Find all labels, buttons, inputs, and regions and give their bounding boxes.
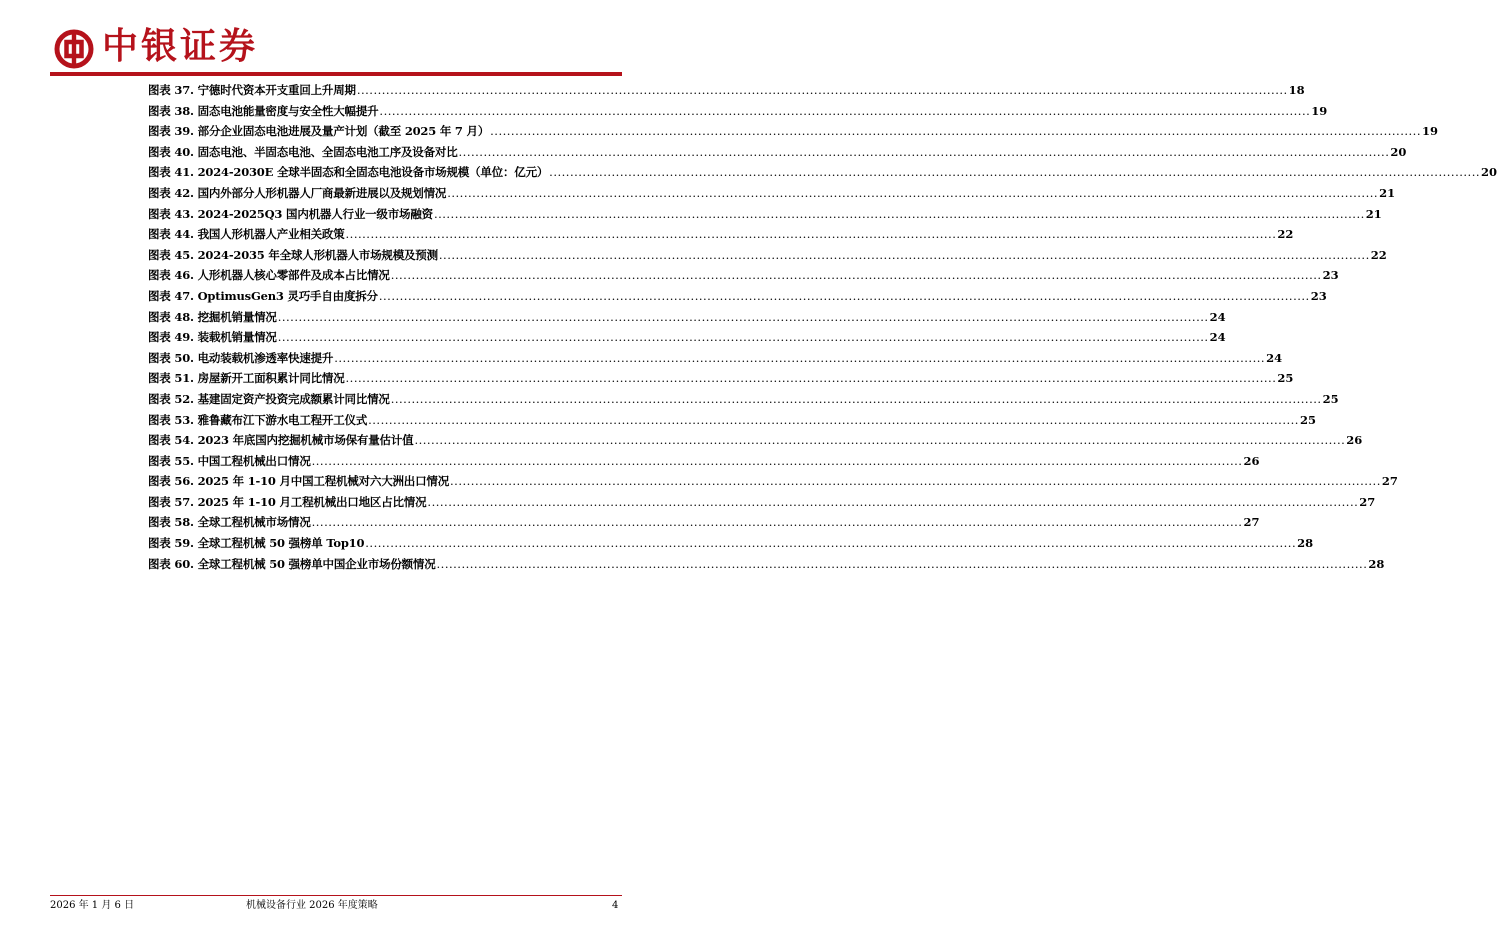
toc-entry-page: 19 [1311, 103, 1328, 118]
toc-leader-dots [434, 204, 1365, 225]
toc-leader-dots [490, 121, 1421, 142]
toc-leader-dots [365, 533, 1296, 554]
toc-entry-page: 25 [1299, 412, 1316, 427]
toc-leader-dots [391, 389, 1322, 410]
toc-entry[interactable] [148, 492, 1376, 513]
toc-entry[interactable] [148, 533, 1314, 554]
toc-entry[interactable] [148, 389, 1339, 410]
toc-entry[interactable] [148, 204, 1382, 225]
toc-entry-title: 图表 58. 全球工程机械市场情况 [148, 515, 311, 530]
toc-leader-dots [437, 554, 1368, 575]
toc-entry-title: 图表 37. 宁德时代资本开支重回上升周期 [148, 83, 356, 97]
toc-entry-title: 图表 48. 挖掘机销量情况 [148, 309, 277, 324]
toc-leader-dots [357, 80, 1288, 101]
toc-entry-page: 20 [1481, 165, 1497, 180]
bank-of-china-logo-icon [54, 29, 94, 69]
header-divider [50, 72, 622, 76]
toc-entry-title: 图表 60. 全球工程机械 50 强榜单中国企业市场份额情况 [148, 556, 436, 571]
toc-entry-page: 26 [1243, 453, 1260, 468]
toc-entry[interactable] [148, 348, 1283, 369]
toc-entry[interactable] [148, 307, 1226, 328]
toc-leader-dots [447, 183, 1378, 204]
toc-entry-title: 图表 43. 2024-2025Q3 国内机器人行业一级市场融资 [148, 206, 433, 221]
toc-leader-dots [346, 368, 1277, 389]
toc-entry[interactable] [148, 183, 1396, 204]
brand-name: 中银证券 [102, 26, 259, 67]
toc-entry-page: 28 [1368, 556, 1385, 571]
toc-entry[interactable] [148, 451, 1260, 472]
toc-entry[interactable] [148, 162, 1497, 183]
toc-entry[interactable] [148, 327, 1226, 348]
toc-entry-page: 28 [1297, 536, 1314, 551]
toc-leader-dots [391, 265, 1322, 286]
toc-entry[interactable] [148, 245, 1387, 266]
toc-entry-title: 图表 41. 2024-2030E 全球半固态和全固态电池设备市场规模（单位：亿元） [148, 165, 549, 180]
toc-entry[interactable] [148, 512, 1260, 533]
toc-leader-dots [312, 512, 1243, 533]
toc-entry-title: 图表 45. 2024-2035 年全球人形机器人市场规模及预测 [148, 247, 438, 262]
toc-leader-dots [278, 327, 1209, 348]
toc-entry-page: 21 [1379, 185, 1396, 200]
toc-entry[interactable] [148, 471, 1398, 492]
toc-entry-title: 图表 53. 雅鲁藏布江下游水电工程开工仪式 [148, 412, 368, 427]
toc-leader-dots [450, 471, 1381, 492]
toc-entry[interactable] [148, 286, 1327, 307]
footer-divider [50, 895, 622, 896]
toc-leader-dots [414, 430, 1345, 451]
toc-entry-page: 21 [1365, 206, 1382, 221]
toc-leader-dots [379, 286, 1310, 307]
toc-entry[interactable] [148, 224, 1294, 245]
toc-entry-title: 图表 54. 2023 年底国内挖掘机械市场保有量估计值 [148, 433, 414, 448]
toc-leader-dots [427, 492, 1358, 513]
toc-entry-page: 27 [1381, 474, 1398, 489]
toc-entry-title: 图表 38. 固态电池能量密度与安全性大幅提升 [148, 103, 379, 118]
toc-entry-title: 图表 47. OptimusGen3 灵巧手自由度拆分 [148, 288, 378, 303]
toc-entry-page: 26 [1346, 433, 1363, 448]
toc-entry[interactable] [148, 554, 1385, 575]
toc-entry-title: 图表 40. 固态电池、半固态电池、全固态电池工序及设备对比 [148, 144, 458, 159]
toc-entry-title: 图表 52. 基建固定资产投资完成额累计同比情况 [148, 391, 390, 406]
toc-entry-page: 25 [1322, 391, 1339, 406]
toc-entry[interactable] [148, 142, 1407, 163]
toc-entry-page: 19 [1421, 124, 1438, 139]
toc-entry-page: 23 [1310, 288, 1327, 303]
toc-entry-title: 图表 55. 中国工程机械出口情况 [148, 453, 311, 468]
footer-date: 2026 年 1 月 6 日 [50, 900, 135, 911]
toc-leader-dots [379, 101, 1310, 122]
toc-entry[interactable] [148, 121, 1438, 142]
toc-entry-title: 图表 39. 部分企业固态电池进展及量产计划（截至 2025 年 7 月） [148, 124, 490, 139]
toc-leader-dots [368, 410, 1299, 431]
footer-report-title: 机械设备行业 2026 年度策略 [246, 900, 378, 911]
toc-entry[interactable] [148, 368, 1294, 389]
toc-entry-title: 图表 50. 电动装载机渗透率快速提升 [148, 350, 334, 365]
toc-entry-page: 22 [1370, 247, 1387, 262]
toc-leader-dots [459, 142, 1390, 163]
toc-entry-title: 图表 49. 装载机销量情况 [148, 330, 277, 345]
toc-entry[interactable] [148, 265, 1339, 286]
toc-entry-title: 图表 44. 我国人形机器人产业相关政策 [148, 227, 345, 242]
figure-index-list [148, 80, 1497, 574]
footer-page-number: 4 [612, 900, 619, 911]
toc-entry-page: 20 [1390, 144, 1407, 159]
toc-leader-dots [549, 162, 1480, 183]
toc-leader-dots [334, 348, 1265, 369]
toc-entry[interactable] [148, 101, 1328, 122]
toc-entry-page: 24 [1209, 330, 1226, 345]
toc-entry-title: 图表 59. 全球工程机械 50 强榜单 Top10 [148, 536, 365, 551]
toc-entry-page: 23 [1322, 268, 1339, 283]
toc-entry-title: 图表 42. 国内外部分人形机器人厂商最新进展以及规划情况 [148, 185, 447, 200]
toc-entry-title: 图表 56. 2025 年 1-10 月中国工程机械对六大洲出口情况 [148, 474, 450, 489]
toc-leader-dots [439, 245, 1370, 266]
toc-entry-page: 27 [1359, 494, 1376, 509]
toc-entry-page: 24 [1209, 309, 1226, 324]
toc-entry-page: 24 [1266, 350, 1283, 365]
toc-entry-title: 图表 57. 2025 年 1-10 月工程机械出口地区占比情况 [148, 494, 427, 509]
toc-entry-title: 图表 51. 房屋新开工面积累计同比情况 [148, 371, 345, 386]
toc-entry-page: 18 [1288, 83, 1305, 97]
toc-entry-title: 图表 46. 人形机器人核心零部件及成本占比情况 [148, 268, 390, 283]
toc-entry-page: 22 [1277, 227, 1294, 242]
toc-leader-dots [278, 307, 1209, 328]
toc-entry[interactable] [148, 410, 1316, 431]
toc-entry[interactable] [148, 80, 1305, 101]
toc-leader-dots [312, 451, 1243, 472]
toc-leader-dots [346, 224, 1277, 245]
toc-entry-page: 25 [1277, 371, 1294, 386]
toc-entry[interactable] [148, 430, 1363, 451]
toc-entry-page: 27 [1243, 515, 1260, 530]
page-header [0, 0, 662, 80]
